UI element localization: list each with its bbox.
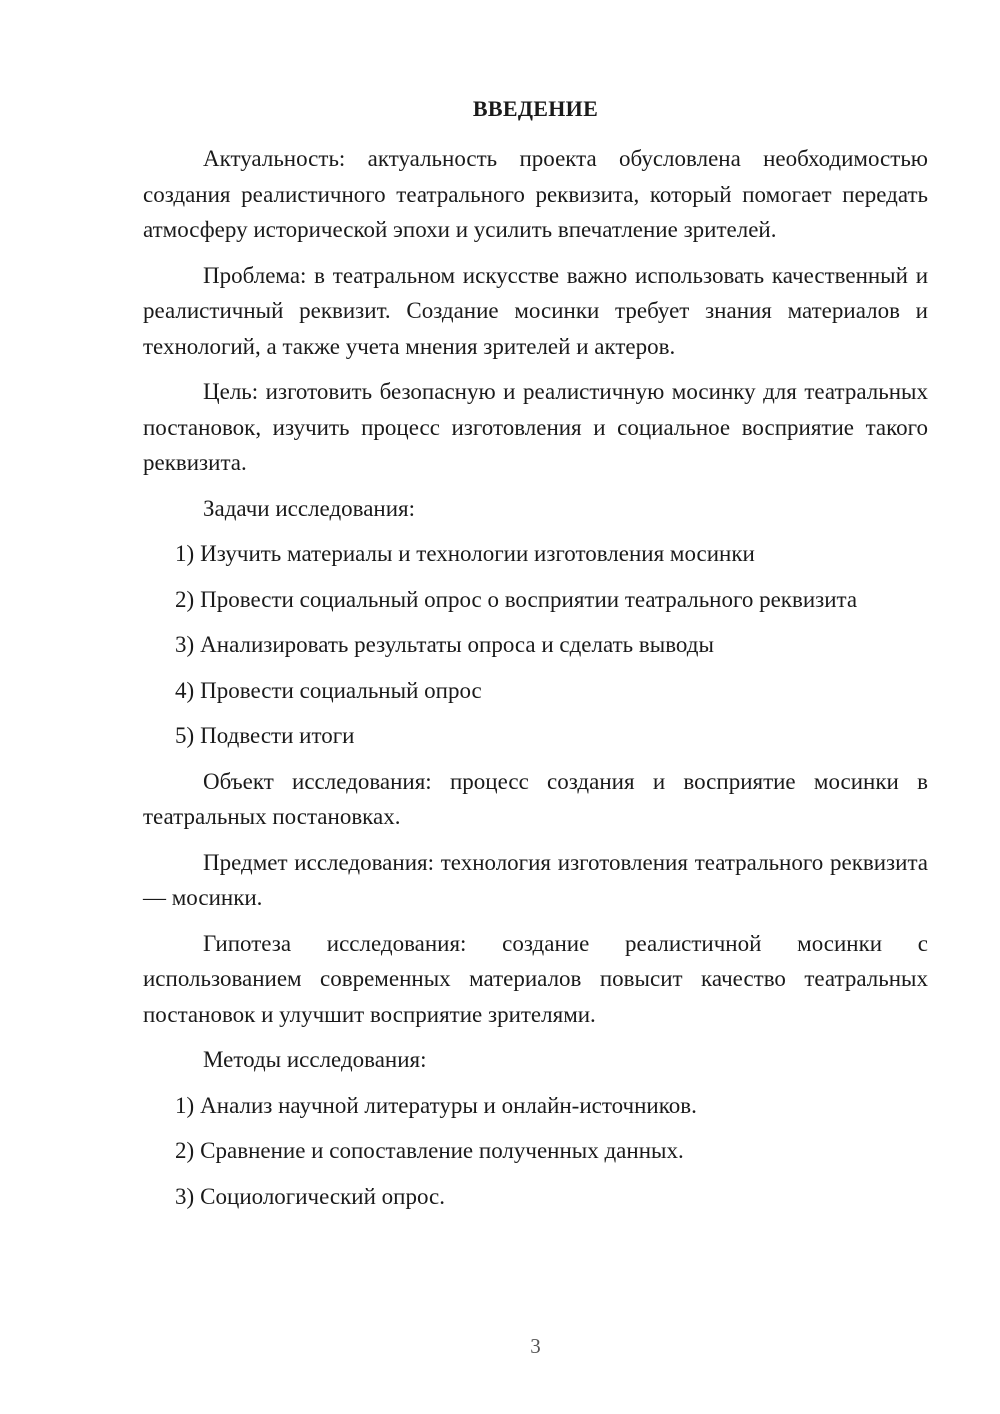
task-text: Подвести итоги xyxy=(200,723,355,748)
paragraph-methods-heading: Методы исследования: xyxy=(203,1047,427,1072)
task-text: Анализировать результаты опроса и сделать выводы xyxy=(200,632,714,657)
method-item xyxy=(143,1133,928,1169)
paragraph-hypothesis: Гипотеза исследования: создание реалистичной мосинки с использованием современных материалов повысит качество театральных постановок и улучшит восприятие зрителями. xyxy=(143,930,928,1027)
task-number: 3) xyxy=(175,632,195,657)
task-text: Изучить материалы и технологии изготовления мосинки xyxy=(200,541,755,566)
task-number: 1) xyxy=(175,541,195,566)
task-number: 4) xyxy=(175,677,195,703)
task-number: 2) xyxy=(175,586,195,612)
paragraph-tasks-heading: Задачи исследования: xyxy=(203,495,416,521)
page-number: 3 xyxy=(530,1334,541,1358)
task-number: 5) xyxy=(175,723,195,748)
task-item xyxy=(143,582,928,618)
task-text: Провести социальный опрос о восприятии театрального реквизита xyxy=(200,586,858,612)
paragraph-subject: Предмет исследования: технология изготовления театрального реквизита — мосинки. xyxy=(143,849,928,910)
paragraph-problem: Проблема: в театральном искусстве важно использовать качественный и реалистичный реквизит. Создание мосинки требует знания материалов и технологий, а также учета мнения зрителей и актеров. xyxy=(143,262,928,359)
page-heading: ВВЕДЕНИЕ xyxy=(472,96,599,121)
method-text: Анализ научной литературы и онлайн-источников. xyxy=(200,1092,697,1118)
document-body xyxy=(143,141,928,1224)
task-item xyxy=(143,627,928,663)
task-item xyxy=(143,718,928,754)
task-text: Провести социальный опрос xyxy=(200,677,482,703)
method-item xyxy=(143,1088,928,1124)
method-number: 3) xyxy=(175,1183,195,1209)
paragraph-object: Объект исследования: процесс создания и восприятие мосинки в театральных постановках. xyxy=(143,768,928,829)
method-text: Социологический опрос. xyxy=(200,1183,445,1209)
method-item xyxy=(143,1179,928,1215)
method-number: 2) xyxy=(175,1138,195,1163)
task-item xyxy=(143,673,928,709)
paragraph-goal: Цель: изготовить безопасную и реалистичную мосинку для театральных постановок, изучить процесс изготовления и социальное восприятие такого реквизита. xyxy=(143,379,928,475)
method-number: 1) xyxy=(175,1092,195,1118)
task-item xyxy=(143,536,928,572)
document-page xyxy=(143,0,928,1414)
method-text: Сравнение и сопоставление полученных данных. xyxy=(200,1138,684,1163)
paragraph-relevance: Актуальность: актуальность проекта обусловлена необходимостью создания реалистичного театрального реквизита, который помогает передать атмосферу исторической эпохи и усилить впечатление зрителей. xyxy=(143,146,928,242)
